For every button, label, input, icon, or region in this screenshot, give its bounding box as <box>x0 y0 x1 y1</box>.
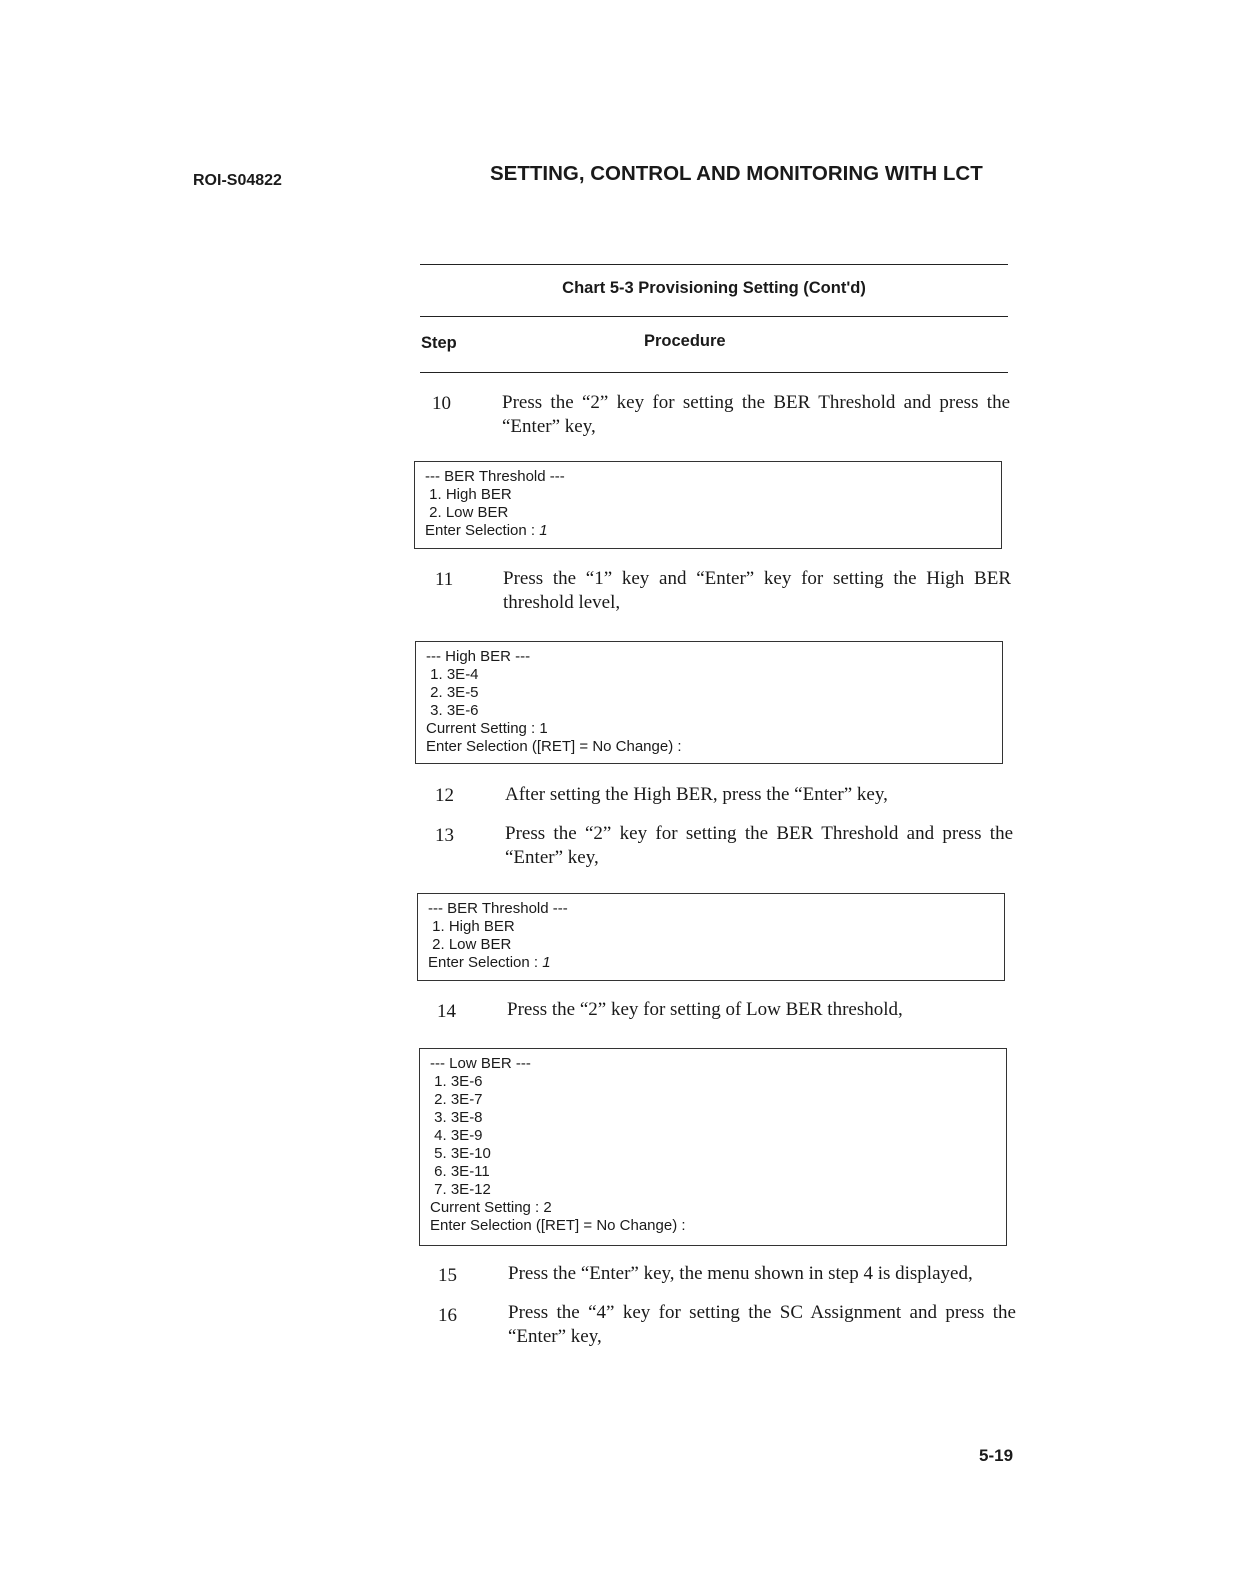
page-number: 5-19 <box>979 1446 1014 1465</box>
screen-line: 2. 3E-5 <box>426 684 479 701</box>
step-number: 11 <box>435 569 454 590</box>
table-top-rule <box>420 264 1008 265</box>
step-text: Press the “2” key for setting of Low BER threshold, <box>507 999 903 1020</box>
step-number: 12 <box>435 785 454 806</box>
terminal-screen-ber-threshold <box>417 893 1005 981</box>
step-number: 14 <box>437 1001 456 1022</box>
terminal-screen-ber-threshold <box>414 461 1002 549</box>
step-text: Press the “1” key and “Enter” key for setting the High BER threshold level, <box>503 568 1011 613</box>
screen-line: 6. 3E-11 <box>430 1163 490 1180</box>
table-header-rule <box>420 316 1008 317</box>
screen-prompt <box>425 522 991 540</box>
chart-title: Chart 5-3 Provisioning Setting (Cont'd) <box>562 279 866 297</box>
screen-line: 2. 3E-7 <box>430 1091 483 1108</box>
step-number: 10 <box>432 393 451 414</box>
screen-line: Current Setting : 1 <box>426 720 548 737</box>
step-text: Press the “2” key for setting the BER Threshold and press the “Enter” key, <box>502 392 1010 437</box>
document-id: ROI-S04822 <box>193 172 282 189</box>
step-text: Press the “4” key for setting the SC Assignment and press the “Enter” key, <box>508 1302 1016 1347</box>
screen-line: 2. Low BER <box>425 504 509 521</box>
column-header-procedure: Procedure <box>644 332 726 350</box>
screen-line: Enter Selection ([RET] = No Change) : <box>426 738 682 755</box>
table-body-rule <box>420 372 1008 373</box>
step-text: Press the “Enter” key, the menu shown in step 4 is displayed, <box>508 1263 973 1284</box>
screen-line: 3. 3E-6 <box>426 702 479 719</box>
prompt-text: Enter Selection : <box>428 954 543 971</box>
screen-line: Current Setting : 2 <box>430 1199 552 1216</box>
step-number: 16 <box>438 1305 457 1326</box>
terminal-screen-low-ber <box>419 1048 1007 1246</box>
column-header-step: Step <box>421 334 457 352</box>
screen-line: 7. 3E-12 <box>430 1181 491 1198</box>
screen-prompt <box>428 954 994 972</box>
prompt-value: 1 <box>542 954 551 971</box>
step-text: Press the “2” key for setting the BER Threshold and press the “Enter” key, <box>505 823 1013 868</box>
step-number: 15 <box>438 1265 457 1286</box>
screen-line: Enter Selection ([RET] = No Change) : <box>430 1217 686 1234</box>
screen-line: 1. High BER <box>425 486 512 503</box>
screen-line: 1. 3E-4 <box>426 666 479 683</box>
step-number: 13 <box>435 825 454 846</box>
page-title: SETTING, CONTROL AND MONITORING WITH LCT <box>490 162 983 185</box>
screen-line: --- BER Threshold --- <box>428 900 568 917</box>
screen-line: 3. 3E-8 <box>430 1109 483 1126</box>
screen-line: 2. Low BER <box>428 936 512 953</box>
prompt-text: Enter Selection : <box>425 522 540 539</box>
terminal-screen-high-ber <box>415 641 1003 764</box>
step-text: After setting the High BER, press the “Enter” key, <box>505 784 888 805</box>
prompt-value: 1 <box>539 522 548 539</box>
screen-line: --- BER Threshold --- <box>425 468 565 485</box>
screen-line: 1. 3E-6 <box>430 1073 483 1090</box>
screen-line: 1. High BER <box>428 918 515 935</box>
screen-line: 4. 3E-9 <box>430 1127 483 1144</box>
screen-line: --- Low BER --- <box>430 1055 531 1072</box>
screen-line: 5. 3E-10 <box>430 1145 491 1162</box>
screen-line: --- High BER --- <box>426 648 531 665</box>
